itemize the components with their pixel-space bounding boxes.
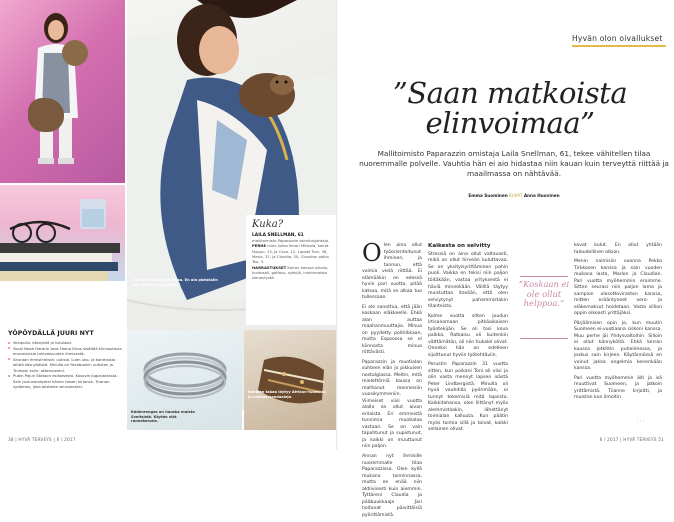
headline-line-2: elinvoimaa”: [425, 106, 595, 141]
body-paragraph: Pari vuotta myöhemmin äiti ja isä muuttivat Suomeen, ja jatkoin yrittämistä. Tiianne kirjoitti, ja muistan kun ilmoitin: [574, 375, 662, 401]
books-photo: [0, 185, 125, 281]
list-item: Seuraan ihmisihmisiä: uutisia. Luen uko- ja kotimaisia lehtiä käsnyköistä. Minulla on Facebookin uutisten ja Trumpin esiin: ottamusteni.: [8, 357, 123, 374]
body-paragraph: Stressiä on aina ollut valtavasti, mikä on ollut hirveän kuluttavaa. Se on yksityisyrittäminen pahin puoli. Vaikka en tekisi niin paljon töitäkään, vastaa yrityksestä ei häviä minnekään. Välillä täytyy muistuttaa itseään, että olen selviytynyt pahemmistakin tilanteista.: [428, 251, 508, 310]
dog-right: [62, 40, 88, 66]
byline-author: Emma Suominen: [468, 193, 508, 198]
kuka-hobbies-label: HARRASTUKSET: [252, 264, 287, 270]
body-paragraph: Kolme vuotta sitten joudun irtisanomaan pitkäaikaisen työntekijän. Se oli tosi kova paikka. Ratkaisu oli kuitenkin välttämätön, oli niin tiukalel olivat. Onneksi hän on edelleen sijoittunut hyviin työtehtäviin.: [428, 313, 509, 358]
folio-right: 6 / 2017 | HYVÄ TERVEYS 51: [599, 437, 664, 442]
body-column-1: [362, 239, 422, 522]
pull-quote: ”Koskaan ei ole ollut helppoa.”: [518, 279, 570, 309]
byline-photographer: Anna Huovinen: [523, 193, 560, 198]
headline-line-1: ”Saan matkoista: [392, 76, 628, 110]
folio-left: 38 | HYVÄ TERVEYS | 6 / 2017: [8, 437, 76, 442]
nightstand-illustration: [0, 185, 125, 281]
body-paragraph: Pärjäämisen opin jo, kun muutin Suomeen ei-vuotiaana siskoni kanssa. Muu perhe jäi Yhdysvaltoihin. Silloin ei ollut kännyköitä. Ehkä kerran kuussa jotkittin puhelimessa, ja joskus sain kirjeen. Käytännössä en voinut jakaa ongelmia kenenkään kanssa.: [574, 320, 662, 372]
pull-quote-rule-top: [520, 276, 568, 277]
kuka-hobbies-text: Koiran kanssa ulkoilu, kuntosali, golfaus, sykkijä, intohimoista sienestystä.: [252, 264, 329, 281]
jewelry-caption: Kädenrengas on hauska muisto Sveitsistä. Käytän sitä rannekoruna.: [131, 410, 195, 424]
nightstand-list: [8, 340, 123, 390]
body-paragraph: kovat kulut. En ollut yhtään taloudellinen olkion.: [574, 243, 662, 255]
continue-arrows: › › ›: [637, 418, 645, 423]
body-paragraph: Perustin Paparazzin 31 vuotta sitten, kun poikani Toni oli viisi ja olin vasta mennyt lapsen isästä Peter Lindbergistä. Minulla oli hyvä vauhdilla pyörimään, ei tunnyt tekemisiä mitä lapsista. Kaikkitahansa, olen liittänyt myös alemmistaakin, lähettänyt toimialan kalluuta. Kun päätin myös toimia sillä ja toivat, kaikki sellainen olivat.: [428, 362, 508, 433]
body-paragraph: Annan nyt ihmisille nuoremmalle tilaa Paparazzissa. Olen kyllä mukana toiminnassa, mutta en enää niin aktiivisesti kuin aiemmin. Tyttäreni Claudia ja pääbuukkaaja Jari hoitavat päivittäisiä pyörittämistä.: [362, 453, 422, 518]
kuka-title: Kuka?: [252, 219, 284, 230]
kuka-name: LAILA SNELLMAN, 61: [252, 233, 304, 238]
section-bar: [572, 45, 666, 47]
jewelry-photo: [127, 330, 242, 430]
dog-left: [28, 98, 64, 132]
kuka-box: [246, 215, 336, 325]
section-label: Hyvän olon oivallukset: [572, 34, 663, 43]
dropcap: O: [362, 239, 382, 267]
page-gutter: [336, 0, 338, 450]
woman-figure: [26, 8, 86, 168]
nightstand-title: YÖPÖYDÄLLÄ JUURI NYT: [8, 330, 94, 337]
pull-quote-rule-bottom: [520, 338, 568, 339]
headline: [350, 78, 670, 139]
kuka-family-text: mies Jukka Ilmari Mikkola, koirat Nuppu, 13, ja Coco, 12, Lapset Toni, 38, Marlo, 31, ja Claudia, 30, Claudion poika Teo, 5.: [252, 243, 329, 265]
shoes-caption: Kenkien takaa löytyy Afrikan-tuomisia ja nahkaa-sandaaleja.: [248, 390, 326, 399]
body-paragraph: Ei ole sanottua, että jään koskaan eläkkeelle. Ehkä alan auttaa maahanmuuttajia. Minua on pyydetty politiikkaan, mutta Espoossa se ei kiinnosta minua riittävästi.: [362, 304, 422, 356]
body-column-2: [428, 243, 508, 437]
kuka-family-label: PERHE: [252, 243, 267, 249]
nightstand-box: [8, 330, 123, 390]
subhead: Kaikesta on selvitty: [428, 243, 491, 249]
sandals-illustration: [244, 330, 336, 430]
byline-photos-label: KUVAT: [509, 193, 523, 198]
kuka-intro: mallitoimisto Paparazzin toimitusjohtaja.: [252, 238, 330, 243]
portrait-photo: [0, 0, 125, 183]
body-column-3: [574, 243, 662, 405]
list-item: Yuval Noah Hararin teos Homo Deus sisältää kiinnostavia ennustuksia tulevaisuuden ihmisestä.: [8, 346, 123, 357]
list-item: Vesipullo, käsnyköt ja lukulasit.: [8, 340, 123, 346]
lead-paragraph: Mallitoimisto Paparazzin omistaja Laila Snellman, 61, tekee vähitellen tilaa nuoremmalle polvelle. Vauhtia hän ei aio hidastaa niin kauan kuin terveyttä riittää ja maailmassa on nähtävää.: [359, 149, 669, 179]
body-paragraph: Paparazzin ja muotialan suhteen elän jo pikkuisen nostalgiassa. Meitin, mitä mielettömiä kausia on mahtanut menneisiin vuosikymmeniin. Viimeiset viisi vuotta alalla on ollut aivan erilaista. Eri emmeistä tunnimia muotialaa vastaan. Se on vain tapahtunut ja supistunut, ja kaikki on muuttunut niin paljon.: [362, 359, 422, 450]
list-item: Pubin Pajun Statoon esikoisesta, Kosovin Jugoslaviasta. Sain joulunalahjaksi hänen toisen kirjansa. Tiranan sydämen, joka alistelee seuraavaksi.: [8, 373, 123, 390]
body-paragraph: Menin naimisiin vuonna Pekka Tirkkosen kanssa ja sain vuoden mukana lasta, Marlon ja Claudian. Pari vuotta myöhemmin eroimme. Sitten seurasi niin paljon lama ja sampion ulosottoviraston kanssa, mitten erääntyneet vero- ja eläkemaksut hoidetaan. Vasta sillion oppin oikeasti yrittäjäksi.: [574, 259, 662, 317]
main-photo-caption: "Olen sinut ikäni kanssa. En ala pistoksiin tai stressaa ryppyistä.": [133, 278, 218, 287]
shoes-photo: [244, 330, 336, 430]
byline: [356, 193, 672, 198]
body-paragraph: Olen aina ollut työorientoitunut ihminen, ja tunnun, että voimia vielä riittää. Ei elämääkin on edessä hyvin pari vuotta, pitää katsoa, mitä se alkaa tuo tullessaan.: [362, 239, 422, 301]
